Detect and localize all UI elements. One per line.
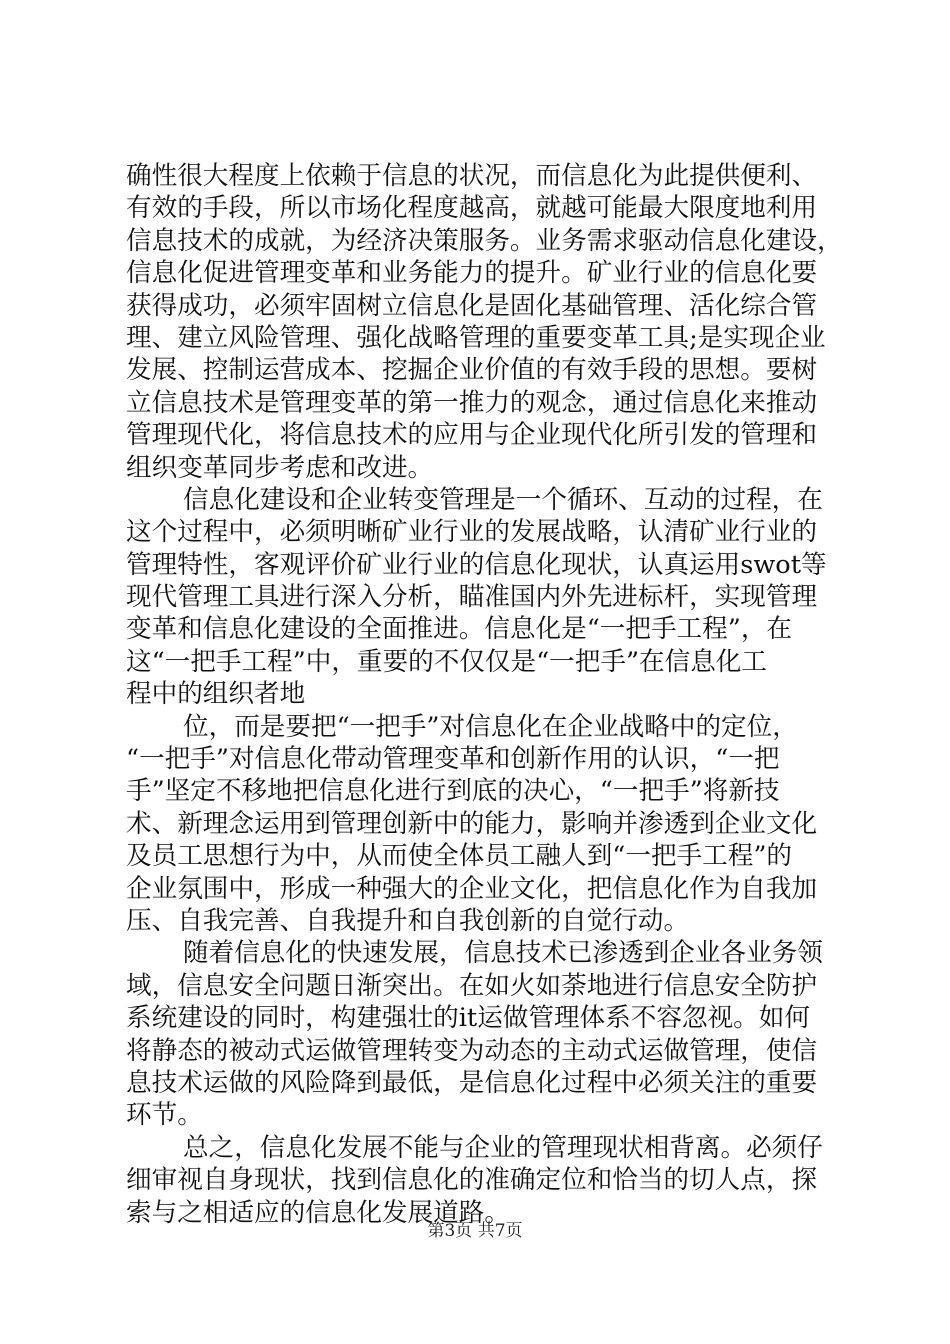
- text-line: 位，而是要把“一把手”对信息化在企业战略中的定位，: [183, 711, 798, 742]
- text-line: 确性很大程度上依赖于信息的状况，而信息化为此提供便利、: [126, 161, 818, 191]
- text-line: 术、新理念运用到管理创新中的能力，影响并渗透到企业文化: [126, 808, 818, 839]
- text-line: 这“一把手工程”中，重要的不仅仅是“一把手”在信息化工: [126, 646, 767, 677]
- text-line: 这个过程中，必须明晰矿业行业的发展战略，认清矿业行业的: [126, 517, 818, 548]
- text-line: 发展、控制运营成本、挖掘企业价值的有效手段的思想。要树: [126, 355, 818, 386]
- text-line: 域，信息安全问题日渐突出。在如火如荼地进行信息安全防护: [126, 970, 818, 1001]
- text-line: 细审视自身现状，找到信息化的准确定位和恰当的切人点，探: [126, 1165, 818, 1196]
- page-footer: 第3页 共7页: [427, 1221, 523, 1241]
- text-line: “一把手”对信息化带动管理变革和创新作用的认识，“一把: [126, 744, 780, 775]
- text-line: 现代管理工具进行深入分析，瞄准国内外先进标杆，实现管理: [126, 582, 818, 613]
- text-line: 信息技术的成就，为经济决策服务。业务需求驱动信息化建设，: [126, 225, 843, 256]
- text-line: 程中的组织者地: [126, 679, 306, 710]
- text-line: 压、自我完善、自我提升和自我创新的自觉行动。: [126, 905, 690, 936]
- text-line: 管理现代化，将信息技术的应用与企业现代化所引发的管理和: [126, 420, 818, 451]
- text-line: 组织变革同步考虑和改进。: [126, 452, 434, 483]
- text-line: 信息化建设和企业转变管理是一个循环、互动的过程，在: [183, 484, 823, 515]
- text-line: 及员工思想行为中，从而使全体员工融人到“一把手工程”的: [126, 841, 793, 872]
- text-line: 获得成功，必须牢固树立信息化是固化基础管理、活化综合管: [126, 290, 818, 321]
- text-line: 系统建设的同时，构建强壮的it运做管理体系不容忽视。如何: [126, 1003, 810, 1034]
- text-line: 索与之相适应的信息化发展道路。: [126, 1197, 510, 1228]
- text-line: 变革和信息化建设的全面推进。信息化是“一把手工程”，在: [126, 614, 793, 645]
- text-line: 理、建立风险管理、强化战略管理的重要变革工具;是实现企业: [126, 322, 826, 353]
- text-line: 环节。: [126, 1100, 203, 1131]
- text-line: 息技术运做的风险降到最低，是信息化过程中必须关注的重要: [126, 1067, 818, 1098]
- body-text: [126, 160, 843, 1229]
- text-line: 管理特性，客观评价矿业行业的信息化现状，认真运用swot等: [126, 549, 827, 580]
- text-line: 总之，信息化发展不能与企业的管理现状相背离。必须仔: [183, 1132, 823, 1163]
- text-line: 有效的手段，所以市场化程度越高，就越可能最大限度地利用: [126, 193, 818, 224]
- text-line: 企业氛围中，形成一种强大的企业文化，把信息化作为自我加: [126, 873, 818, 904]
- text-line: 将静态的被动式运做管理转变为动态的主动式运做管理，使信: [126, 1035, 818, 1066]
- text-line: 立信息技术是管理变革的第一推力的观念，通过信息化来推动: [126, 387, 818, 418]
- text-line: 手”坚定不移地把信息化进行到底的决心，“一把手”将新技: [126, 776, 780, 807]
- text-line: 信息化促进管理变革和业务能力的提升。矿业行业的信息化要: [126, 258, 818, 289]
- text-line: 随着信息化的快速发展，信息技术已渗透到企业各业务领: [183, 938, 823, 969]
